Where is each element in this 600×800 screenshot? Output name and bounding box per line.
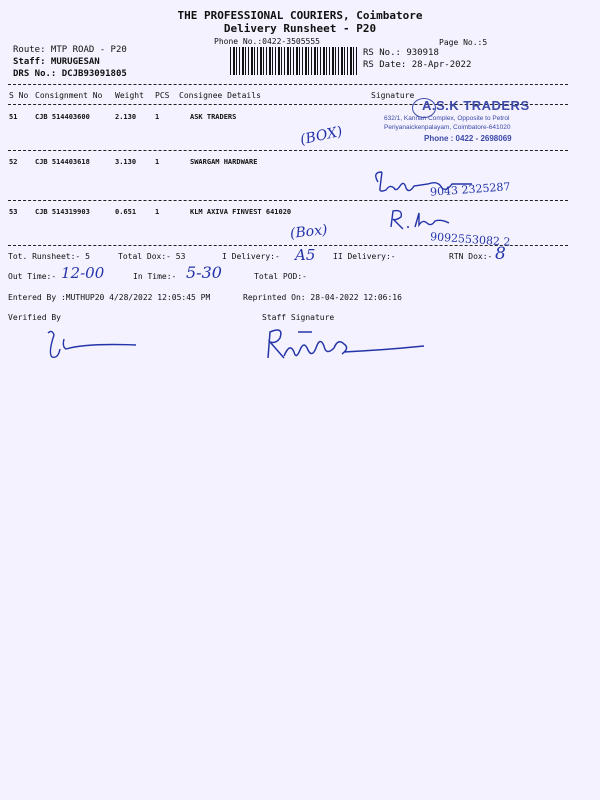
stamp-address-2: Periyanaickenpalayam, Coimbatore-641020	[384, 124, 511, 131]
row-pcs: 1	[155, 208, 160, 216]
col-signature: Signature	[371, 91, 415, 100]
total-dox: Total Dox:- 53	[118, 252, 186, 261]
verified-by-label: Verified By	[8, 313, 61, 322]
out-time: Out Time:-	[8, 272, 57, 281]
row-pcs: 1	[155, 158, 160, 166]
route: Route: MTP ROAD - P20	[13, 45, 127, 55]
total-pod: Total POD:-	[254, 272, 307, 281]
runsheet-title: Delivery Runsheet - P20	[223, 22, 377, 35]
row-consignee: ASK TRADERS	[190, 113, 237, 121]
row-sno: 53	[9, 208, 18, 216]
rs-number: RS No.: 930918	[363, 48, 439, 58]
verifier-signature	[40, 325, 150, 365]
handwritten-box-note: (BOX)	[298, 123, 344, 149]
row-weight: 2.130	[115, 113, 137, 121]
stamp-name: A.S.K TRADERS	[422, 98, 530, 113]
entered-by: Entered By :MUTHUP20 4/28/2022 12:05:45 PM	[8, 293, 211, 302]
col-weight: Weight	[115, 91, 144, 100]
ii-delivery: II Delivery:-	[333, 252, 396, 261]
staff-signature	[258, 318, 438, 373]
row-sno: 51	[9, 113, 18, 121]
handwritten-out-time: 12-00	[61, 264, 105, 282]
handwritten-in-time: 5-30	[186, 263, 222, 282]
phone-number: Phone No.:0422-3505555	[214, 37, 320, 46]
header-rule	[8, 84, 568, 85]
handwritten-phone: 9043 2325287	[429, 180, 511, 199]
row-consignment: CJB 514403600	[35, 113, 90, 121]
rs-date: RS Date: 28-Apr-2022	[363, 60, 472, 70]
col-consignment: Consignment No	[35, 91, 103, 100]
handwritten-box-note: (Box)	[289, 222, 329, 242]
reprinted-on: Reprinted On: 28-04-2022 12:06:16	[243, 293, 402, 302]
stamp-phone: Phone : 0422 - 2698069	[424, 134, 512, 143]
col-consignee: Consignee Details	[179, 91, 261, 100]
company-title: THE PROFESSIONAL COURIERS, Coimbatore	[177, 9, 423, 22]
page-number: Page No.:5	[439, 38, 488, 47]
stamp-address-1: 632/1, Kannan Complex, Opposite to Petrol	[384, 115, 510, 122]
row-weight: 3.130	[115, 158, 137, 166]
col-sno: S No	[9, 91, 29, 100]
drs-number: DRS No.: DCJB93091805	[13, 69, 127, 79]
company-stamp	[372, 94, 572, 152]
handwritten-phone: 9092553082 2	[429, 230, 511, 249]
staff-signature-label: Staff Signature	[262, 313, 335, 322]
handwritten-rtn: 8	[495, 244, 506, 264]
row-consignment: CJB 514403618	[35, 158, 90, 166]
staff-name: Staff: MURUGESAN	[13, 57, 100, 67]
row-consignee: SWARGAM HARDWARE	[190, 158, 258, 166]
col-pcs: PCS	[155, 91, 170, 100]
row-pcs: 1	[155, 113, 160, 121]
row-weight: 0.651	[115, 208, 137, 216]
row-consignment: CJB 514319903	[35, 208, 90, 216]
row-sno: 52	[9, 158, 18, 166]
rtn-dox: RTN Dox:-	[449, 252, 493, 261]
i-delivery: I Delivery:-	[222, 252, 280, 261]
in-time: In Time:-	[133, 272, 177, 281]
barcode	[230, 47, 357, 75]
row-consignee: KLM AXIVA FINVEST 641020	[190, 208, 292, 216]
handwritten-i-delivery: A5	[295, 246, 316, 264]
tot-runsheet: Tot. Runsheet:- 5	[8, 252, 90, 261]
